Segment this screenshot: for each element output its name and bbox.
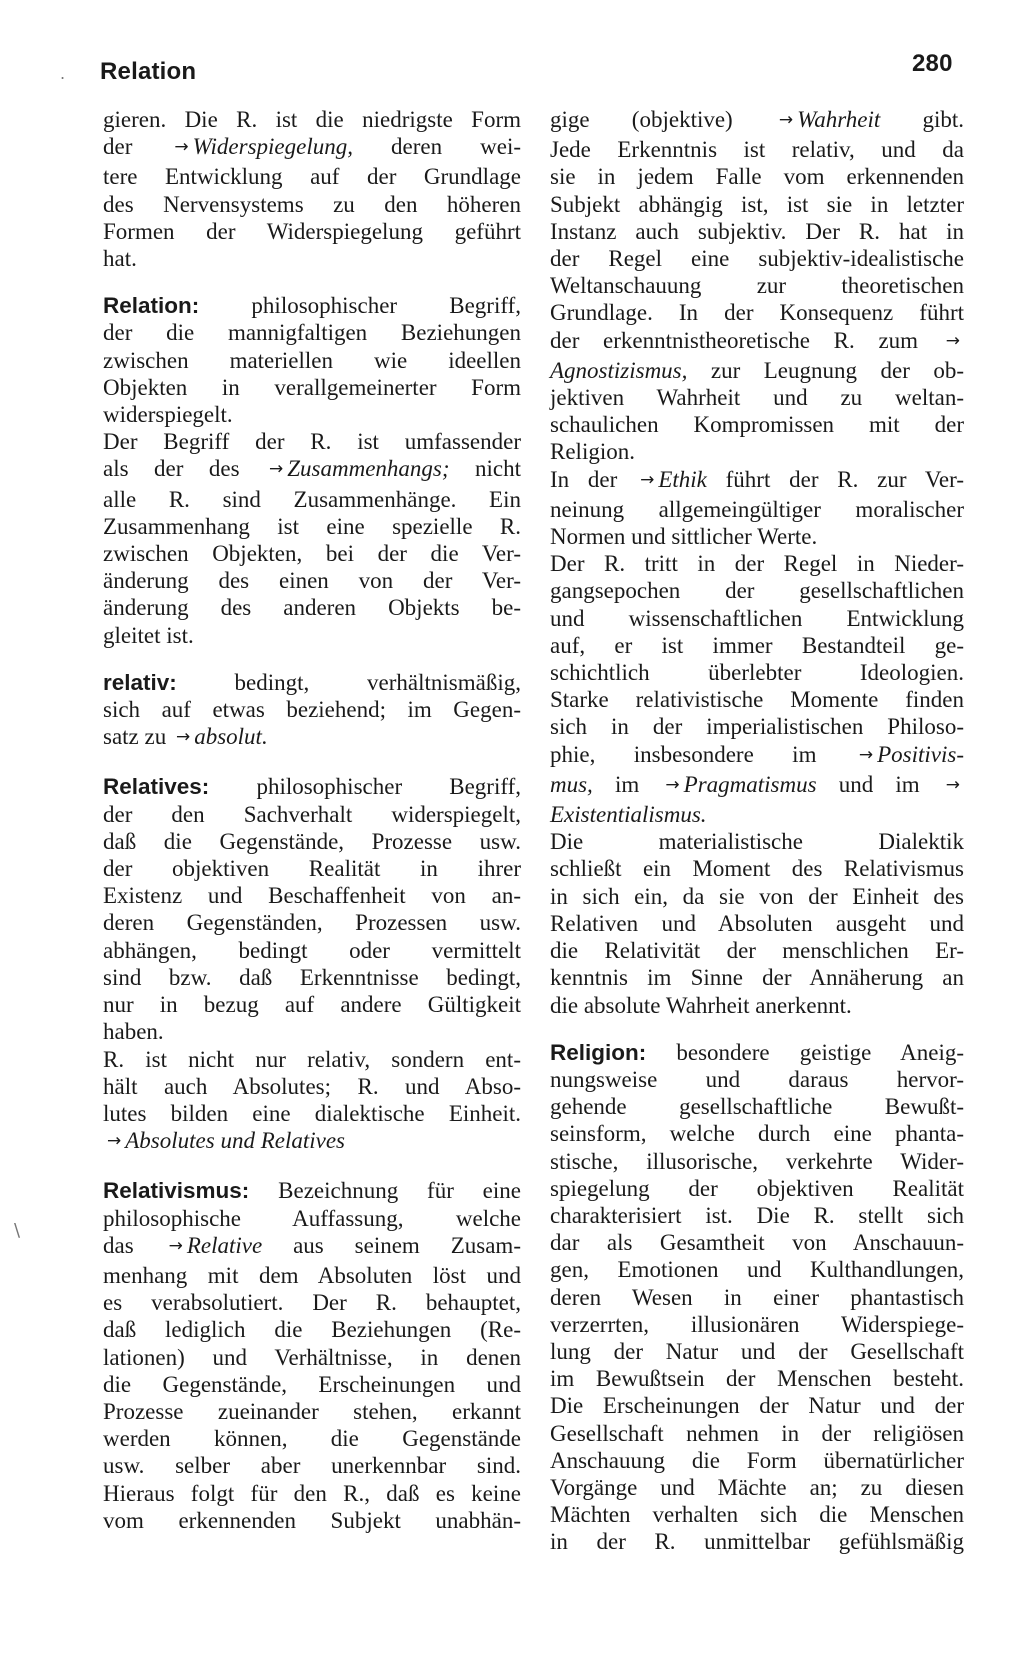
text-line: Die Erscheinungen der Natur und der — [550, 1393, 964, 1419]
text-line: philosophische Auffassung, welche — [103, 1205, 521, 1231]
text-line: Grundlage. In der Konsequenz führt — [550, 300, 964, 326]
text-line: Weltanschauung zur theoretischen — [550, 273, 964, 299]
text-line: seinsform, welche durch eine phanta- — [550, 1121, 964, 1147]
cross-reference-arrow-icon: → — [858, 744, 874, 765]
text-line: daß die Gegenstände, Prozesse usw. — [103, 828, 521, 854]
margin-speck: \ — [14, 1220, 21, 1241]
text-line: Die materialistische Dialektik — [550, 829, 964, 855]
text-line: lationen) und Verhältnisse, in denen — [103, 1344, 521, 1370]
text-line: der erkenntnistheoretische R. zum → — [550, 327, 960, 353]
text-line: Hieraus folgt für den R., daß es keine — [103, 1480, 521, 1506]
text-line: schichtlich überlebter Ideologien. — [550, 660, 964, 686]
text-line: hält auch Absolutes; R. und Abso- — [103, 1073, 521, 1099]
entry-relativismus-continued — [550, 106, 964, 1019]
text-line: Normen und sittlicher Werte. — [550, 524, 818, 550]
entry-relatives — [103, 773, 521, 1157]
text-line: abhängen, bedingt oder vermittelt — [103, 937, 521, 963]
entry-term: Relation: — [103, 293, 200, 319]
text-line: nungsweise und daraus hervor- — [550, 1066, 964, 1092]
text-line: und wissenschaftlichen Entwicklung — [550, 605, 964, 631]
text-line: Vorgänge und Mächte an; zu diesen — [550, 1474, 964, 1500]
text-line: sind bzw. daß Erkenntnisse bedingt, — [103, 964, 521, 990]
text-line: als der des → Zusammenhangs; nicht — [103, 456, 521, 482]
cross-reference-link[interactable]: Widerspiegelung, — [192, 134, 353, 160]
text-line: des Nervensystems zu den höheren — [103, 191, 521, 217]
text-line — [103, 1127, 521, 1157]
text-line: lutes bilden eine dialektische Einheit. — [103, 1100, 521, 1126]
text-line: neinung allgemeingültiger moralischer — [550, 496, 964, 522]
text-line: schließt ein Moment des Relativismus — [550, 856, 964, 882]
cross-reference-arrow-icon: → — [945, 330, 960, 351]
text-line: dar als Gesamtheit von Anschauun- — [550, 1230, 964, 1256]
text-line: auf, er ist immer Bestandteil ge- — [550, 632, 964, 658]
text-line: Gesellschaft nehmen in der religiösen — [550, 1420, 964, 1446]
text-line: Objekten in verallgemeinerter Form — [103, 374, 521, 400]
text-line: Relativismus: Bezeichnung für eine — [103, 1178, 521, 1204]
text-line: Der Begriff der R. ist umfassender — [103, 429, 521, 455]
text-line: der die mannigfaltigen Beziehungen — [103, 320, 521, 346]
text-line: Relation: philosophischer Begriff, — [103, 293, 521, 319]
text-line: zwischen Objekten, bei der die Ver- — [103, 541, 521, 567]
text-line: Anschauung die Form übernatürlicher — [550, 1447, 964, 1473]
text-line — [550, 801, 964, 828]
text-line: mus, im → Pragmatismus und im → — [550, 771, 961, 797]
margin-speck: . — [60, 64, 66, 83]
cross-reference-arrow-icon: → — [665, 774, 680, 795]
text-line: haben. — [103, 1019, 164, 1045]
text-line: vom erkennenden Subjekt unabhän- — [103, 1507, 521, 1533]
text-line: kenntnis im Sinne der Annäherung an — [550, 965, 964, 991]
text-line: sich auf etwas beziehend; im Gegen- — [103, 697, 521, 723]
text-line: charakterisiert ist. Die R. stellt sich — [550, 1202, 964, 1228]
cross-reference-link[interactable]: Zusammenhangs; — [287, 456, 450, 482]
text-line: daß lediglich die Beziehungen (Re- — [103, 1317, 521, 1343]
text-line: hat. — [103, 246, 137, 272]
cross-reference-arrow-icon: → — [168, 1235, 183, 1256]
cross-reference-arrow-icon: → — [778, 110, 794, 130]
text-line: Existenz und Beschaffenheit von an- — [103, 883, 521, 909]
entry-religion — [550, 1039, 964, 1556]
left-column — [103, 106, 521, 1534]
cross-reference-link[interactable]: Agnostizismus, — [550, 357, 688, 383]
text-line: sie in jedem Falle vom erkennenden — [550, 164, 964, 190]
text-line: der den Sachverhalt widerspiegelt, — [103, 801, 521, 827]
text-line: änderung des anderen Objekts be- — [103, 595, 521, 621]
entry-term: Religion: — [550, 1039, 647, 1065]
text-line: Prozesse zueinander stehen, erkannt — [103, 1398, 521, 1424]
right-column — [550, 106, 964, 1556]
text-line: Relatives: philosophischer Begriff, — [103, 774, 521, 800]
text-line: es verabsolutiert. Der R. behauptet, — [103, 1290, 521, 1316]
text-line: die Relativität der menschlichen Er- — [550, 938, 964, 964]
entry-continuation — [103, 106, 521, 272]
entry-relation — [103, 292, 521, 649]
cross-reference-link[interactable]: Positivis- — [877, 741, 964, 767]
text-line: Agnostizismus, zur Leugnung der ob- — [550, 357, 964, 383]
text-line: stische, illusorische, verkehrte Wider- — [550, 1148, 964, 1174]
text-line: tere Entwicklung auf der Grundlage — [103, 164, 521, 190]
text-line: deren Wesen in einer phantastisch — [550, 1284, 964, 1310]
cross-reference-arrow-icon: → — [107, 1131, 122, 1152]
text-line: zwischen materiellen wie ideellen — [103, 347, 521, 373]
text-line: gleitet ist. — [103, 622, 194, 648]
text-line: der objektiven Realität in ihrer — [103, 856, 521, 882]
text-line: nur in bezug auf andere Gültigkeit — [103, 992, 521, 1018]
text-line: Zusammenhang ist eine spezielle R. — [103, 513, 521, 539]
text-line: im Bewußtsein der Menschen besteht. — [550, 1366, 964, 1392]
cross-reference-link[interactable]: Ethik — [658, 466, 707, 492]
text-line: usw. selber aber unerkennbar sind. — [103, 1453, 521, 1479]
cross-reference-link[interactable]: Existentialismus. — [550, 802, 707, 828]
text-line: Instanz auch subjektiv. Der R. hat in — [550, 218, 964, 244]
text-line: Formen der Widerspiegelung geführt — [103, 218, 521, 244]
cross-reference-link[interactable]: mus, — [550, 771, 593, 797]
cross-reference-link[interactable]: Relative — [186, 1232, 263, 1258]
text-line: gieren. Die R. ist die niedrigste Form — [103, 107, 521, 132]
text-line: Jede Erkenntnis ist relativ, und da — [550, 137, 964, 163]
entry-relativ — [103, 669, 521, 754]
text-line: satz zu → absolut. — [103, 724, 268, 750]
text-line: Mächten verhalten sich die Menschen — [550, 1502, 964, 1528]
cross-reference-link[interactable]: Pragmatismus — [683, 771, 817, 797]
text-line: jektiven Wahrheit und zu weltan- — [550, 385, 964, 411]
text-line: gige (objektive) → Wahrheit gibt. — [550, 107, 964, 132]
text-line: R. ist nicht nur relativ, sondern ent- — [103, 1046, 521, 1072]
cross-reference-arrow-icon: → — [174, 137, 189, 158]
text-line: Subjekt abhängig ist, ist sie in letzter — [550, 191, 964, 217]
text-line: gangsepochen der gesellschaftlichen — [550, 578, 964, 604]
text-line: In der → Ethik führt der R. zur Ver- — [550, 466, 964, 492]
text-line: spiegelung der objektiven Realität — [550, 1175, 964, 1201]
entry-term: relativ: — [103, 669, 177, 695]
text-line: werden können, die Gegenstände — [103, 1426, 521, 1452]
cross-reference-link[interactable]: absolut. — [194, 724, 268, 750]
text-line: die Gegenstände, Erscheinungen und — [103, 1371, 521, 1397]
text-line: der Regel eine subjektiv-idealistische — [550, 246, 964, 272]
entry-term: Relatives: — [103, 774, 210, 800]
cross-reference-link[interactable]: Absolutes und Relatives — [125, 1128, 345, 1154]
text-line: in der R. unmittelbar gefühlsmäßig — [550, 1529, 964, 1555]
cross-reference-link[interactable]: Wahrheit — [797, 107, 881, 132]
cross-reference-arrow-icon: → — [945, 774, 961, 795]
text-line: sich in der imperialistischen Philoso- — [550, 714, 964, 740]
cross-reference-arrow-icon: → — [175, 727, 191, 748]
text-line: Religion: besondere geistige Aneig- — [550, 1039, 964, 1065]
page-number: 280 — [912, 50, 953, 77]
text-line: schaulichen Kompromissen mit der — [550, 412, 964, 438]
text-line: relativ: bedingt, verhältnismäßig, — [103, 669, 521, 695]
text-line: das → Relative aus seinem Zusam- — [103, 1232, 521, 1258]
text-line: Der R. tritt in der Regel in Nieder- — [550, 551, 964, 577]
text-line: Religion. — [550, 439, 635, 465]
cross-reference-arrow-icon: → — [640, 469, 655, 490]
text-line: alle R. sind Zusammenhänge. Ein — [103, 486, 521, 512]
text-line: widerspiegelt. — [103, 402, 233, 428]
text-line: gen, Emotionen und Kulthandlungen, — [550, 1257, 964, 1283]
text-line: lung der Natur und der Gesellschaft — [550, 1338, 964, 1364]
text-line: die absolute Wahrheit anerkennt. — [550, 992, 852, 1018]
text-line: Relativen und Absoluten ausgeht und — [550, 910, 964, 936]
running-head: Relation — [100, 58, 197, 85]
text-line: gehende gesellschaftliche Bewußt- — [550, 1094, 964, 1120]
text-line: deren Gegenständen, Prozessen usw. — [103, 910, 521, 936]
entry-term: Relativismus: — [103, 1178, 250, 1204]
text-line: menhang mit dem Absoluten löst und — [103, 1262, 521, 1288]
text-line: phie, insbesondere im → Positivis- — [550, 741, 964, 767]
text-line: der → Widerspiegelung, deren wei- — [103, 134, 521, 160]
cross-reference-arrow-icon: → — [269, 459, 284, 480]
entry-relativismus — [103, 1177, 521, 1534]
text-line: Starke relativistische Momente finden — [550, 687, 964, 713]
text-line: verzerrten, illusionären Widerspiege- — [550, 1311, 964, 1337]
text-line: änderung des einen von der Ver- — [103, 568, 521, 594]
text-line: in sich ein, da sie von der Einheit des — [550, 883, 964, 909]
